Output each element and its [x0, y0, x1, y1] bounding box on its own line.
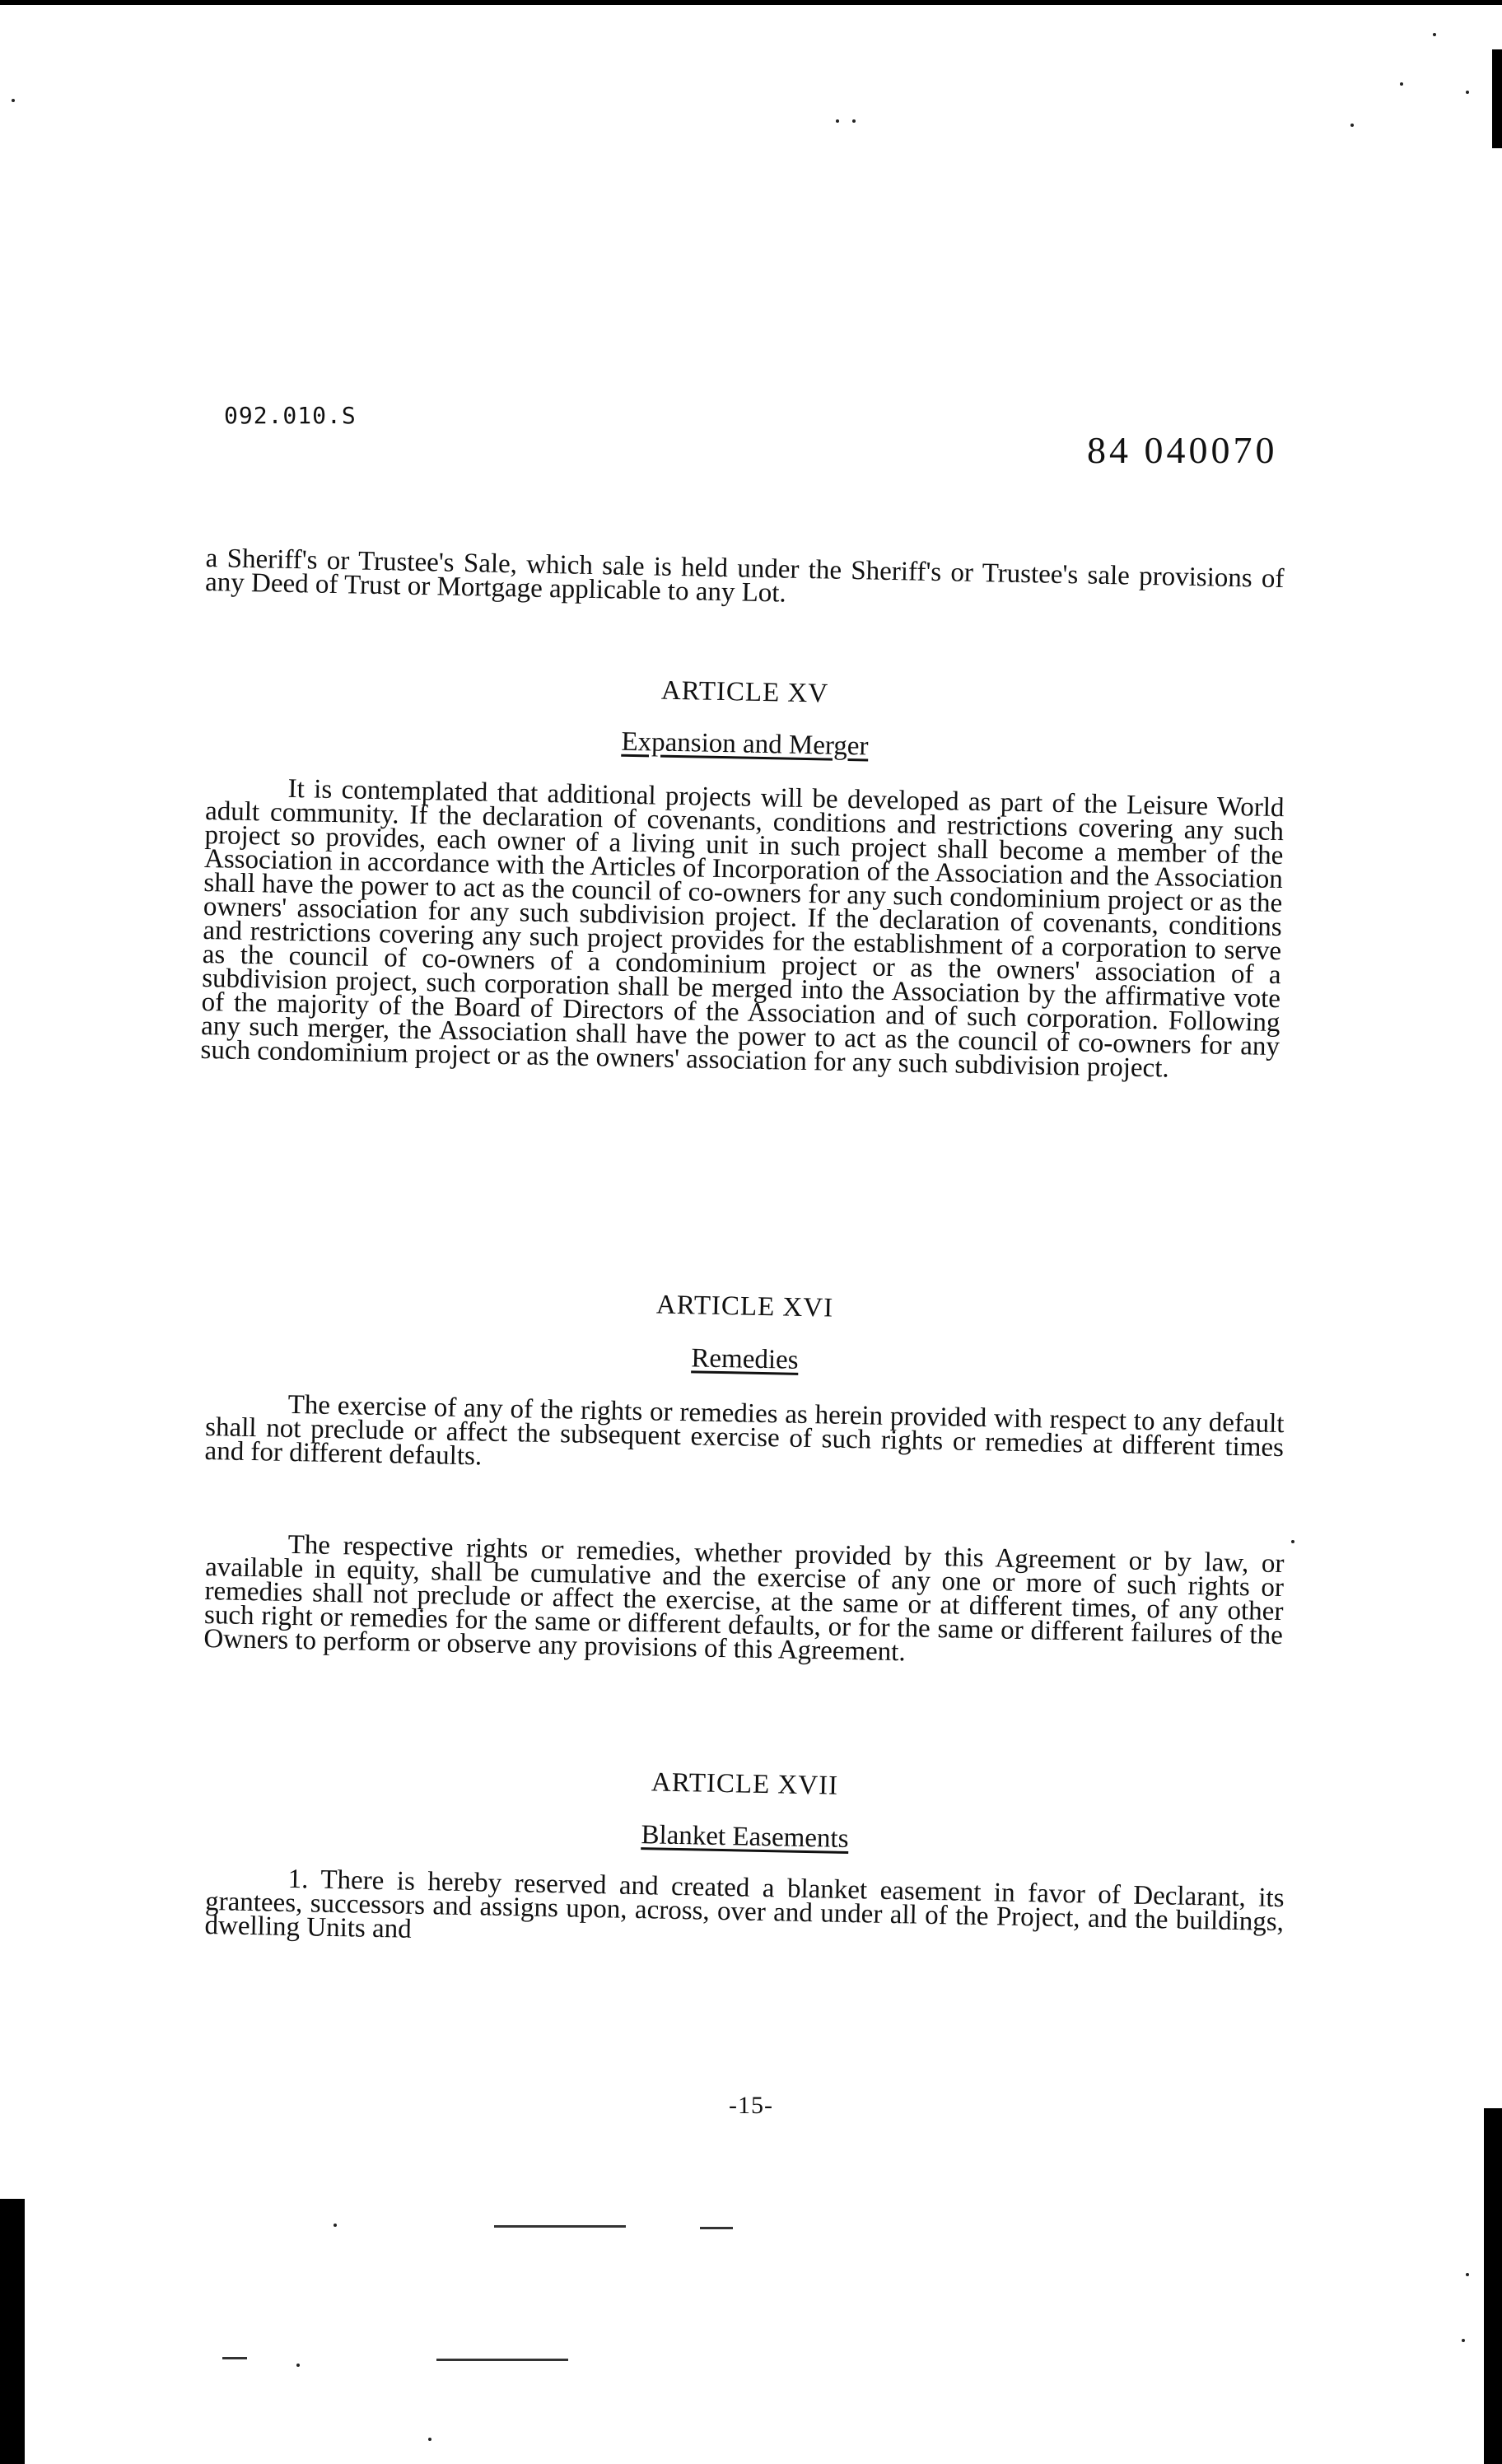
document-number: 84 040070	[1087, 429, 1278, 471]
scan-speck	[428, 2438, 431, 2441]
article-16-title: Remedies	[691, 1343, 799, 1375]
scan-dash	[436, 2359, 568, 2361]
article-16-paragraph-1: The exercise of any of the rights or remedies as herein provided with respect to any default shall not preclude or affect the subsequent exercise of such rights or remedies at different times and for different defaults.	[204, 1389, 1285, 1472]
scan-speck	[1400, 82, 1403, 86]
article-15-paragraph: It is contemplated that additional projects will be developed as part of the Leisure World adult community. If the declaration of covenants, conditions and restrictions covering any such project so provides, each owner of a living unit in such project shall become a member of the Association in accordance with the Articles of Incorporation of the Association and the Association shall have the power to act as the council of co-owners for any such condominium project or as the owners' association for any such subdivision project. If the declaration of covenants, conditions and restrictions covering any such project provides for the establishment of a corporation to serve as the council of co-owners of a condominium project or as the owners' association of a subdivision project, such corporation shall be merged into the Association by the affirmative vote of the majority of the Board of Directors of the Association and of such corporation. Following any such merger, the Association shall have the power to act as the council of co-owners for any such condominium project or as the owners' association for any such subdivision project.	[200, 773, 1285, 1084]
scan-edge-mark	[1492, 49, 1502, 148]
scan-edge-mark	[0, 2199, 25, 2464]
article-17-paragraph-1: 1. There is hereby reserved and created a blanket easement in favor of Declarant, its grantees, successors and assigns upon, across, over and under all of the Project, and the buildings, dwelling Units and	[204, 1864, 1285, 1944]
scan-speck	[12, 99, 15, 102]
article-15-heading: ARTICLE XV	[660, 675, 829, 709]
scan-dash	[494, 2225, 626, 2228]
scan-speck	[852, 119, 856, 123]
scan-top-border	[0, 0, 1502, 5]
scan-dash	[700, 2227, 733, 2229]
scan-speck	[334, 2224, 337, 2227]
scan-dash	[222, 2357, 247, 2359]
scan-speck	[836, 119, 839, 123]
scan-speck	[1466, 91, 1469, 94]
scan-edge-mark	[1484, 2108, 1502, 2464]
scan-speck	[1433, 33, 1436, 36]
file-code: 092.010.S	[224, 402, 357, 429]
article-16-paragraph-2: The respective rights or remedies, whether provided by this Agreement or by law, or available in equity, shall be cumulative and the exercise of any one or more of such rights or remedies shall not preclude or affect the exercise, at the same or at different times, of any other such right or remedies for the same or different defaults, or for the same or different failures of the Owners to perform or observe any provisions of this Agreement.	[203, 1529, 1285, 1668]
scan-speck	[1291, 1540, 1294, 1543]
article-15-title: Expansion and Merger	[621, 726, 869, 762]
intro-paragraph: a Sheriff's or Trustee's Sale, which sale is held under the Sheriff's or Trustee's sale provisions of any Deed of Trust or Mortgage applicable to any Lot.	[204, 544, 1285, 609]
scan-speck	[1466, 2273, 1469, 2276]
scan-speck	[296, 2364, 300, 2367]
page-number: -15-	[729, 2092, 773, 2119]
article-17-heading: ARTICLE XVII	[651, 1767, 839, 1801]
article-16-heading: ARTICLE XVI	[655, 1290, 834, 1323]
scan-speck	[1350, 124, 1354, 127]
article-17-title: Blanket Easements	[641, 1820, 849, 1854]
scan-speck	[1462, 2339, 1465, 2342]
